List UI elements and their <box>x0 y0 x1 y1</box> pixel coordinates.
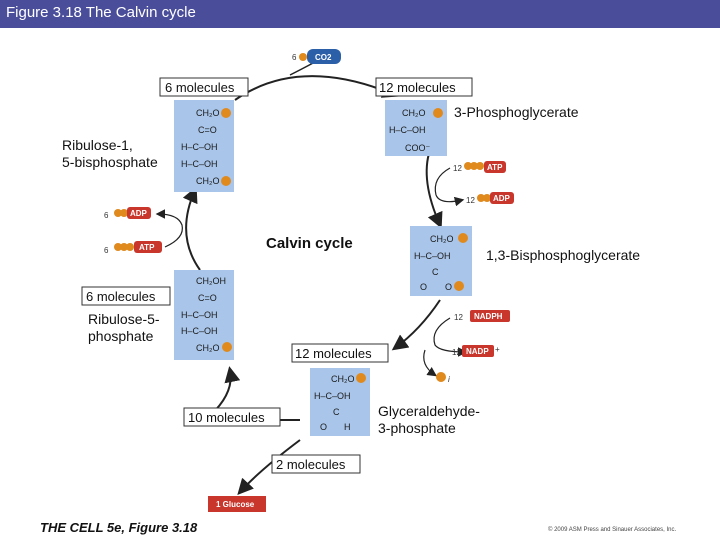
phosphate-icon <box>126 243 134 251</box>
svg-text:H–C–OH: H–C–OH <box>389 125 426 135</box>
pi-arrow <box>424 350 435 375</box>
glucose-path-count: 2 molecules <box>276 457 346 472</box>
ru5p-name-line2: phosphate <box>88 328 154 344</box>
co2-count: 6 <box>292 53 297 62</box>
svg-text:C: C <box>432 267 439 277</box>
svg-text:O: O <box>420 282 428 292</box>
ru5p-structure: CH₂OH <box>196 276 226 286</box>
phosphate-icon <box>356 373 366 383</box>
center-label: Calvin cycle <box>266 235 353 252</box>
svg-text:H–C–OH: H–C–OH <box>181 142 218 152</box>
pga-structure: CH₂O <box>402 108 426 118</box>
phosphate-icon <box>454 281 464 291</box>
atp-in-count: 12 <box>453 164 462 173</box>
adp-left-count: 6 <box>104 211 109 220</box>
svg-text:H–C–OH: H–C–OH <box>181 326 218 336</box>
adp-out-count: 12 <box>466 196 475 205</box>
ru5p-count: 6 molecules <box>86 289 156 304</box>
nadph-arrow <box>434 318 465 352</box>
arc-ru5p-to-ribp <box>186 190 200 270</box>
bpg-structure: CH₂O <box>430 234 454 244</box>
arc-ribp-to-pga <box>235 76 395 100</box>
phosphate-icon <box>476 162 484 170</box>
phosphate-icon <box>436 372 446 382</box>
svg-text:H–C–OH: H–C–OH <box>181 310 218 320</box>
atp-arrow <box>435 168 450 195</box>
adp-arrow <box>436 195 462 202</box>
arc-bpg-to-g3p <box>395 300 440 348</box>
g3p-name-line1: Glyceraldehyde- <box>378 403 480 419</box>
glucose-label: 1 Glucose <box>216 500 255 509</box>
svg-text:H–C–OH: H–C–OH <box>181 159 218 169</box>
nadph-label: NADPH <box>474 312 503 321</box>
svg-text:H–C–OH: H–C–OH <box>414 251 451 261</box>
g3p-count: 12 molecules <box>295 346 372 361</box>
svg-text:COO⁻: COO⁻ <box>405 143 431 153</box>
svg-text:C=O: C=O <box>198 125 217 135</box>
g3p-structure: CH₂O <box>331 374 355 384</box>
pga-name: 3-Phosphoglycerate <box>454 104 579 120</box>
phosphate-icon <box>120 209 128 217</box>
phosphate-icon <box>458 233 468 243</box>
atp-left-label: ATP <box>139 243 155 252</box>
atp-adp-left-arrow <box>158 214 182 247</box>
co2-label: CO2 <box>315 53 332 62</box>
phosphate-icon <box>222 342 232 352</box>
copyright: © 2009 ASM Press and Sinauer Associates, Inc. <box>548 527 677 533</box>
svg-text:CH₂O: CH₂O <box>196 343 220 353</box>
svg-text:O: O <box>320 422 328 432</box>
atp-in-label: ATP <box>487 163 503 172</box>
pga-count: 12 molecules <box>379 80 456 95</box>
adp-left-label: ADP <box>130 209 147 218</box>
g3p-name-line2: 3-phosphate <box>378 420 456 436</box>
ribp-name-line1: Ribulose-1, <box>62 137 133 153</box>
phosphate-icon <box>221 108 231 118</box>
nadph-count: 12 <box>454 313 463 322</box>
nadp-label: NADP <box>466 347 489 356</box>
svg-text:C=O: C=O <box>198 293 217 303</box>
ribp-structure: CH₂O <box>196 108 220 118</box>
svg-text:O: O <box>445 282 453 292</box>
phosphate-icon <box>433 108 443 118</box>
figure-title: Figure 3.18 The Calvin cycle <box>6 4 196 21</box>
cycle-out-count: 10 molecules <box>188 410 265 425</box>
adp-out-label: ADP <box>493 194 510 203</box>
pi-label: i <box>448 375 450 384</box>
figure-credit: THE CELL 5e, Figure 3.18 <box>40 520 198 535</box>
nadp-plus: + <box>495 345 500 354</box>
svg-text:H: H <box>344 422 351 432</box>
phosphate-icon <box>483 194 491 202</box>
ribp-name-line2: 5-bisphosphate <box>62 154 158 170</box>
ribp-count: 6 molecules <box>165 80 235 95</box>
arc-pga-to-bpg <box>427 150 440 225</box>
co2-input-line <box>290 62 315 75</box>
svg-text:H–C–OH: H–C–OH <box>314 391 351 401</box>
svg-text:CH₂O: CH₂O <box>196 176 220 186</box>
co2-atom-icon <box>299 53 307 61</box>
ru5p-name-line1: Ribulose-5- <box>88 311 160 327</box>
svg-text:C: C <box>333 407 340 417</box>
bpg-name: 1,3-Bisphosphoglycerate <box>486 247 641 263</box>
phosphate-icon <box>221 176 231 186</box>
atp-left-count: 6 <box>104 246 109 255</box>
nadp-count: 12 <box>452 348 461 357</box>
